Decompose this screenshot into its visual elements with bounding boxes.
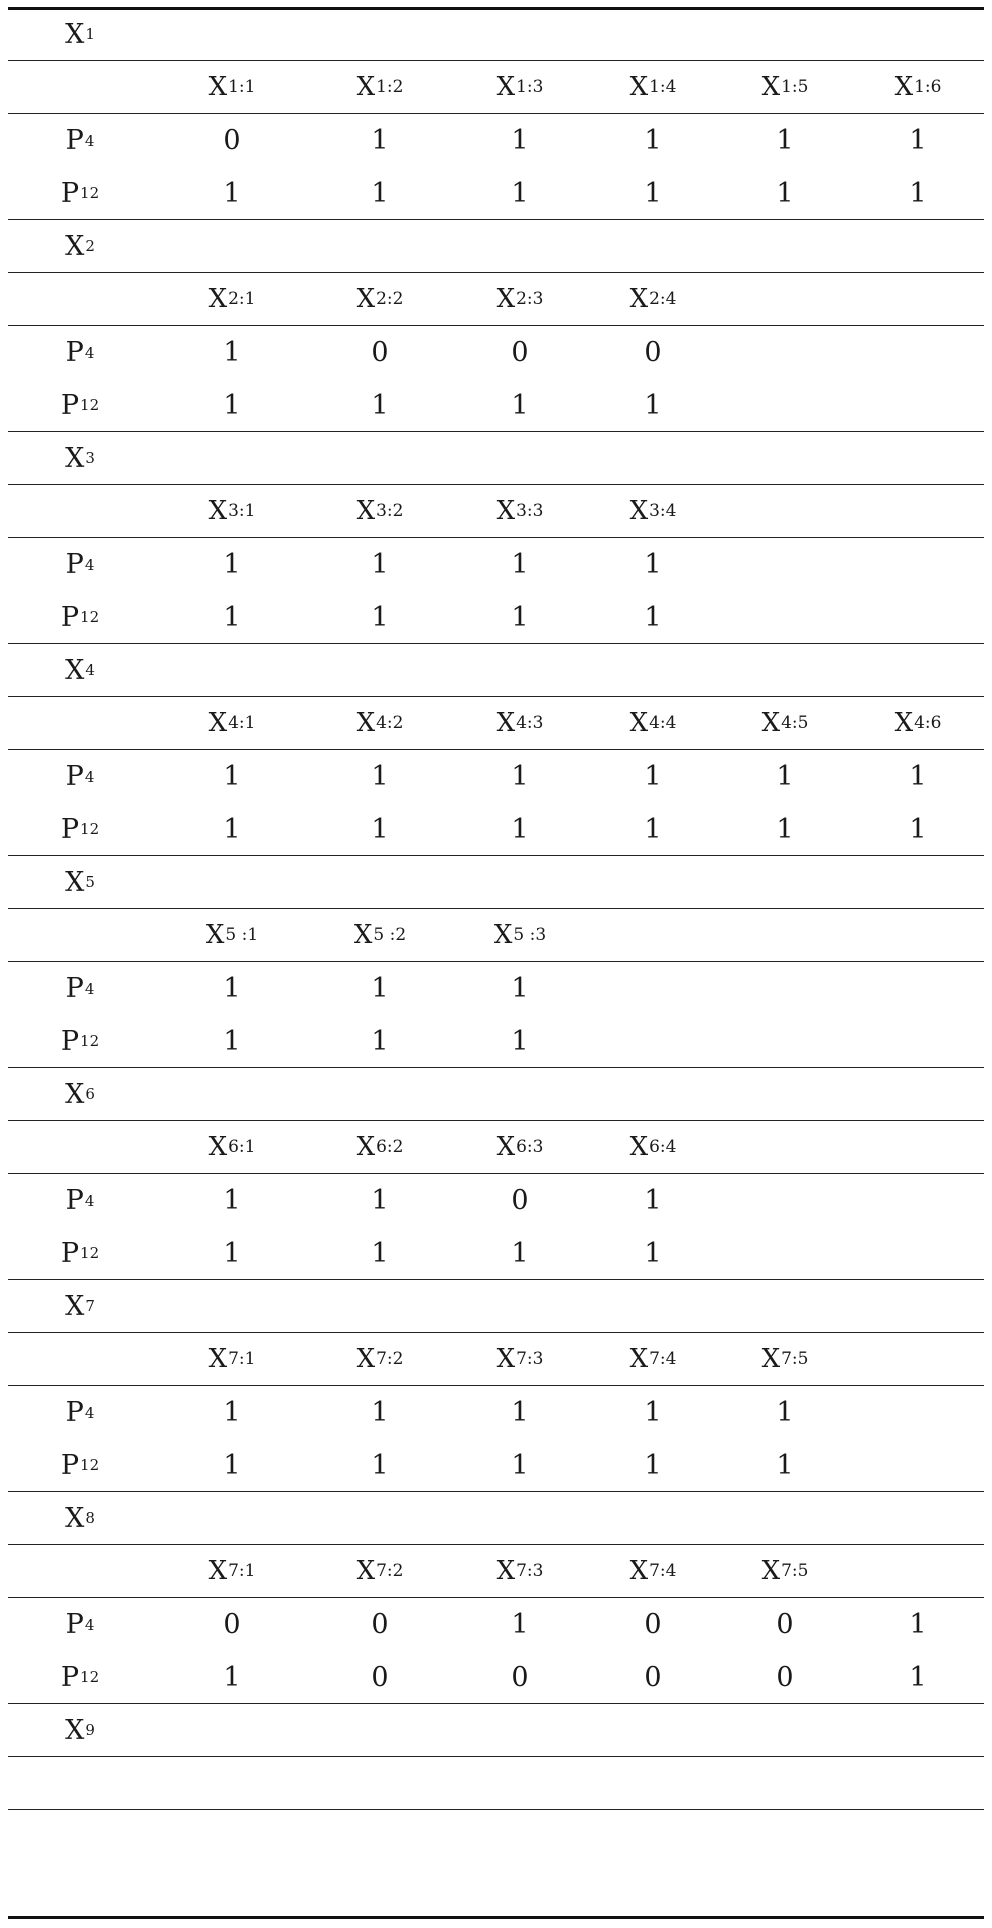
table-row xyxy=(8,167,984,220)
table-cell: 1 xyxy=(644,549,662,580)
section-label: X 6 xyxy=(65,1078,95,1110)
table-row xyxy=(8,379,984,432)
row-label: P 4 xyxy=(65,1185,95,1216)
column-header: X 4:5 xyxy=(761,708,809,738)
section-title-row xyxy=(8,8,984,61)
row-label: P 12 xyxy=(60,1661,100,1693)
section-header-row xyxy=(8,1757,984,1810)
table-cell: 1 xyxy=(909,177,927,209)
row-label: P 12 xyxy=(60,813,100,845)
table-row xyxy=(8,1598,984,1651)
section-label: X 3 xyxy=(65,442,95,474)
table-cell: 1 xyxy=(644,1397,662,1428)
column-header: X 3:3 xyxy=(496,496,544,526)
table-row xyxy=(8,114,984,167)
table-cell: 0 xyxy=(776,1609,794,1640)
section-title-row xyxy=(8,856,984,909)
column-header: X 3:4 xyxy=(629,496,677,526)
column-header: X 4:4 xyxy=(629,708,677,738)
table-cell: 1 xyxy=(371,177,389,209)
table-cell: 1 xyxy=(371,761,389,792)
row-label: P 12 xyxy=(60,601,100,633)
column-header: X 7:5 xyxy=(761,1344,809,1374)
table-row xyxy=(8,538,984,591)
column-header: X 2:2 xyxy=(356,284,404,314)
section-title-row xyxy=(8,644,984,697)
table-cell: 0 xyxy=(644,337,662,368)
table-cell: 1 xyxy=(511,389,529,421)
table-cell: 1 xyxy=(371,389,389,421)
column-header: X 3:2 xyxy=(356,496,404,526)
section-header-row xyxy=(8,485,984,538)
table-cell: 1 xyxy=(223,761,241,792)
section-label: X 5 xyxy=(65,866,95,898)
section-label: X 1 xyxy=(65,18,95,50)
table-cell: 1 xyxy=(644,1185,662,1216)
section-title-row xyxy=(8,432,984,485)
table-cell: 1 xyxy=(776,1397,794,1428)
table-cell: 1 xyxy=(909,1661,927,1693)
table-cell: 1 xyxy=(644,389,662,421)
column-header: X 1:1 xyxy=(208,72,256,102)
table-cell: 1 xyxy=(511,549,529,580)
table-row xyxy=(8,803,984,856)
table-cell: 0 xyxy=(371,1609,389,1640)
table-cell: 1 xyxy=(511,125,529,156)
table-cell: 0 xyxy=(776,1661,794,1693)
table-cell: 0 xyxy=(371,337,389,368)
column-header: X 4:3 xyxy=(496,708,544,738)
table-row xyxy=(8,1386,984,1439)
row-label: P 12 xyxy=(60,1449,100,1481)
table-cell: 0 xyxy=(371,1661,389,1693)
table-cell: 1 xyxy=(223,1449,241,1481)
row-label: P 4 xyxy=(65,1397,95,1428)
table-cell: 1 xyxy=(371,973,389,1004)
table-cell: 1 xyxy=(644,601,662,633)
column-header: X 6:1 xyxy=(208,1132,256,1162)
table-row xyxy=(8,326,984,379)
table-cell: 1 xyxy=(644,125,662,156)
section-header-row xyxy=(8,1333,984,1386)
row-label: P 4 xyxy=(65,337,95,368)
column-header: X 2:4 xyxy=(629,284,677,314)
row-label: P 4 xyxy=(65,125,95,156)
section-title-row xyxy=(8,1068,984,1121)
row-label: P 4 xyxy=(65,549,95,580)
table-cell: 1 xyxy=(909,761,927,792)
table-row xyxy=(8,1439,984,1492)
table-cell: 1 xyxy=(371,1237,389,1269)
table-row xyxy=(8,750,984,803)
table-cell: 0 xyxy=(644,1661,662,1693)
table-cell: 1 xyxy=(223,1237,241,1269)
row-label: P 4 xyxy=(65,761,95,792)
section-header-row xyxy=(8,273,984,326)
column-header: X 1:5 xyxy=(761,72,809,102)
column-header: X 6:3 xyxy=(496,1132,544,1162)
table-cell: 1 xyxy=(644,761,662,792)
row-label: P 4 xyxy=(65,973,95,1004)
table-cell: 1 xyxy=(223,813,241,845)
table-cell: 1 xyxy=(644,177,662,209)
table-cell: 1 xyxy=(776,177,794,209)
section-header-row xyxy=(8,1545,984,1598)
table-cell: 1 xyxy=(223,337,241,368)
section-title-row xyxy=(8,220,984,273)
table-cell: 1 xyxy=(511,1397,529,1428)
table-cell: 1 xyxy=(223,1185,241,1216)
row-label: P 12 xyxy=(60,1025,100,1057)
table-cell: 1 xyxy=(371,813,389,845)
table-cell: 1 xyxy=(223,389,241,421)
table-cell: 1 xyxy=(371,1397,389,1428)
table-cell: 1 xyxy=(371,1185,389,1216)
column-header: X 5 :2 xyxy=(353,920,407,950)
table-cell: 1 xyxy=(223,1661,241,1693)
table-cell: 1 xyxy=(371,125,389,156)
table-cell: 1 xyxy=(223,1025,241,1057)
section-header-row xyxy=(8,909,984,962)
table-cell: 0 xyxy=(223,1609,241,1640)
bottom-rule xyxy=(8,1916,984,1919)
row-label: P 12 xyxy=(60,177,100,209)
table-cell: 1 xyxy=(644,813,662,845)
column-header: X 2:1 xyxy=(208,284,256,314)
section-label: X 7 xyxy=(65,1290,95,1322)
table-cell: 1 xyxy=(223,973,241,1004)
table-row xyxy=(8,962,984,1015)
section-header-row xyxy=(8,1121,984,1174)
column-header: X 7:5 xyxy=(761,1556,809,1586)
section-header-row xyxy=(8,61,984,114)
column-header: X 6:2 xyxy=(356,1132,404,1162)
table-cell: 0 xyxy=(511,1661,529,1693)
section-label: X 4 xyxy=(65,654,95,686)
section-label: X 8 xyxy=(65,1502,95,1534)
table-cell: 1 xyxy=(644,1237,662,1269)
table-cell: 1 xyxy=(909,1609,927,1640)
table-cell: 0 xyxy=(644,1609,662,1640)
row-label: P 12 xyxy=(60,389,100,421)
table-cell: 1 xyxy=(223,177,241,209)
section-label: X 9 xyxy=(65,1714,95,1746)
column-header: X 1:6 xyxy=(894,72,942,102)
column-header: X 4:6 xyxy=(894,708,942,738)
column-header: X 6:4 xyxy=(629,1132,677,1162)
column-header: X 7:1 xyxy=(208,1556,256,1586)
table-cell: 1 xyxy=(511,813,529,845)
column-header: X 1:3 xyxy=(496,72,544,102)
table-row xyxy=(8,1651,984,1704)
table-cell: 1 xyxy=(371,601,389,633)
section-label: X 2 xyxy=(65,230,95,262)
column-header: X 7:2 xyxy=(356,1344,404,1374)
column-header: X 5 :1 xyxy=(205,920,259,950)
table-cell: 1 xyxy=(511,1449,529,1481)
column-header: X 3:1 xyxy=(208,496,256,526)
table-cell: 1 xyxy=(223,1397,241,1428)
table-cell: 0 xyxy=(223,125,241,156)
table-cell: 1 xyxy=(223,601,241,633)
column-header: X 4:2 xyxy=(356,708,404,738)
column-header: X 7:3 xyxy=(496,1556,544,1586)
table-cell: 1 xyxy=(909,813,927,845)
data-table xyxy=(8,8,984,1810)
table-cell: 1 xyxy=(511,761,529,792)
column-header: X 2:3 xyxy=(496,284,544,314)
row-label: P 12 xyxy=(60,1237,100,1269)
section-title-row xyxy=(8,1492,984,1545)
table-cell: 1 xyxy=(223,549,241,580)
table-cell: 1 xyxy=(511,973,529,1004)
column-header: X 7:4 xyxy=(629,1344,677,1374)
table-cell: 1 xyxy=(776,813,794,845)
table-cell: 1 xyxy=(776,761,794,792)
column-header: X 5 :3 xyxy=(493,920,547,950)
table-cell: 1 xyxy=(371,1025,389,1057)
section-header-row xyxy=(8,697,984,750)
table-cell: 1 xyxy=(776,125,794,156)
table-cell: 1 xyxy=(511,1609,529,1640)
table-cell: 1 xyxy=(511,177,529,209)
column-header: X 7:3 xyxy=(496,1344,544,1374)
column-header: X 1:2 xyxy=(356,72,404,102)
column-header: X 7:1 xyxy=(208,1344,256,1374)
table-row xyxy=(8,591,984,644)
table-cell: 1 xyxy=(511,1237,529,1269)
table-cell: 0 xyxy=(511,337,529,368)
column-header: X 4:1 xyxy=(208,708,256,738)
column-header: X 1:4 xyxy=(629,72,677,102)
column-header: X 7:2 xyxy=(356,1556,404,1586)
table-cell: 1 xyxy=(644,1449,662,1481)
table-cell: 1 xyxy=(511,601,529,633)
table-cell: 1 xyxy=(511,1025,529,1057)
table-row xyxy=(8,1015,984,1068)
section-title-row xyxy=(8,1280,984,1333)
section-title-row xyxy=(8,1704,984,1757)
table-row xyxy=(8,1174,984,1227)
column-header: X 7:4 xyxy=(629,1556,677,1586)
table-cell: 1 xyxy=(776,1449,794,1481)
table-cell: 0 xyxy=(511,1185,529,1216)
table-cell: 1 xyxy=(909,125,927,156)
row-label: P 4 xyxy=(65,1609,95,1640)
table-row xyxy=(8,1227,984,1280)
table-cell: 1 xyxy=(371,549,389,580)
table-cell: 1 xyxy=(371,1449,389,1481)
